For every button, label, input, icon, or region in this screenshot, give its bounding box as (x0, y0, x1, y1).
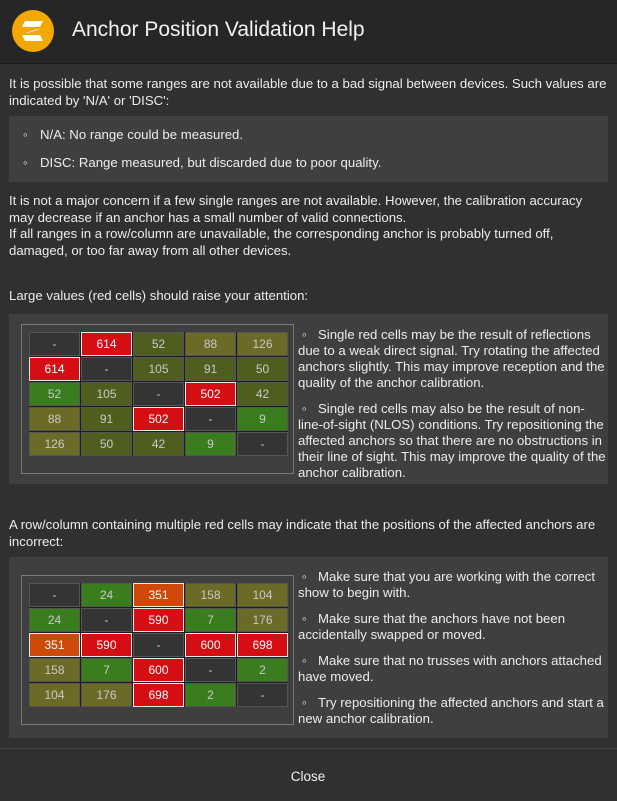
matrix-cell: 176 (81, 683, 132, 707)
matrix-cell: 42 (133, 432, 184, 456)
matrix-cell: - (29, 332, 80, 356)
bullet-icon: ◦ (302, 401, 307, 416)
matrix-cell: 351 (133, 583, 184, 607)
note-unavailable: If all ranges in a row/column are unavailable, the corresponding anchor is probably turned off, damaged, or too far away from all other devices. (9, 226, 554, 258)
matrix-cell: 91 (81, 407, 132, 431)
matrix-cell: 105 (133, 357, 184, 381)
bullet-icon: ◦ (23, 155, 28, 170)
bullet-icon: ◦ (23, 127, 28, 142)
matrix-cell: 9 (237, 407, 288, 431)
matrix-cell: 600 (185, 633, 236, 657)
matrix-cell: - (29, 583, 80, 607)
matrix-cell: 502 (185, 382, 236, 406)
bullet-icon: ◦ (302, 653, 307, 668)
matrix-cell: - (133, 382, 184, 406)
bullet-icon: ◦ (302, 611, 307, 626)
matrix-cell: - (237, 683, 288, 707)
matrix-cell: 502 (133, 407, 184, 431)
bullet-icon: ◦ (302, 695, 307, 710)
note-accuracy: It is not a major concern if a few single ranges are not available. However, the calibration accuracy may decrease if an anchor has a small number of valid connections. (9, 193, 583, 225)
range-matrix-2 (21, 575, 294, 725)
bullet-icon: ◦ (302, 327, 307, 342)
matrix-cell: 351 (29, 633, 80, 657)
matrix-cell: 2 (237, 658, 288, 682)
matrix-cell: - (133, 633, 184, 657)
section2-tips (298, 569, 608, 737)
section1-panel (9, 314, 608, 484)
legend-panel (9, 116, 608, 182)
matrix-cell: 698 (237, 633, 288, 657)
matrix-cell: 590 (133, 608, 184, 632)
matrix-cell: 9 (185, 432, 236, 456)
matrix-cell: 698 (133, 683, 184, 707)
matrix-cell: - (237, 432, 288, 456)
matrix-cell: 158 (29, 658, 80, 682)
matrix-cell: 105 (81, 382, 132, 406)
dialog-title: Anchor Position Validation Help (72, 18, 365, 41)
matrix-cell: 614 (29, 357, 80, 381)
matrix-cell: - (185, 658, 236, 682)
section1-heading: Large values (red cells) should raise your attention: (9, 288, 309, 303)
matrix-cell: 126 (237, 332, 288, 356)
tip-item: ◦ Single red cells may also be the result of non-line-of-sight (NLOS) conditions. Try repositioning the affected anchors so that there are no obstructions in their line of sight. This may improve the quality of the anchor calibration. (298, 401, 606, 480)
matrix-cell: 24 (81, 583, 132, 607)
matrix-cell: 7 (185, 608, 236, 632)
matrix-cell: 50 (81, 432, 132, 456)
matrix-cell: 24 (29, 608, 80, 632)
tip-item: ◦ Single red cells may be the result of reflections due to a weak direct signal. Try rotating the affected anchors slightly. This may improve reception and the quality of the anchor calibration. (298, 327, 605, 390)
section2-heading: A row/column containing multiple red cells may indicate that the positions of the affected anchors are incorrect: (9, 517, 596, 549)
matrix-cell: 88 (29, 407, 80, 431)
matrix-cell: 50 (237, 357, 288, 381)
matrix-cell: 2 (185, 683, 236, 707)
tip-item: ◦ Try repositioning the affected anchors and start a new anchor calibration. (298, 695, 604, 726)
tip-item: ◦ Make sure that the anchors have not been accidentally swapped or moved. (298, 611, 566, 642)
range-matrix-1 (21, 324, 294, 474)
matrix-cell: 104 (29, 683, 80, 707)
range-grid (29, 583, 288, 707)
matrix-cell: 126 (29, 432, 80, 456)
matrix-cell: 600 (133, 658, 184, 682)
matrix-cell: 7 (81, 658, 132, 682)
legend-item: ◦ DISC: Range measured, but discarded due to poor quality. (23, 155, 382, 170)
close-button[interactable]: Close (290, 769, 326, 784)
matrix-cell: 158 (185, 583, 236, 607)
matrix-cell: 91 (185, 357, 236, 381)
bullet-icon: ◦ (302, 569, 307, 584)
matrix-cell: 614 (81, 332, 132, 356)
legend-item: ◦ N/A: No range could be measured. (23, 127, 244, 142)
app-logo-icon (12, 10, 54, 52)
matrix-cell: 88 (185, 332, 236, 356)
matrix-cell: - (185, 407, 236, 431)
matrix-cell: - (81, 357, 132, 381)
matrix-cell: 52 (133, 332, 184, 356)
dialog-header (0, 0, 617, 64)
matrix-cell: 52 (29, 382, 80, 406)
matrix-cell: 104 (237, 583, 288, 607)
range-grid (29, 332, 288, 456)
matrix-cell: 42 (237, 382, 288, 406)
section1-tips (298, 327, 608, 491)
section2-panel (9, 557, 608, 738)
matrix-cell: - (81, 608, 132, 632)
intro-text: It is possible that some ranges are not available due to a bad signal between devices. Such values are indicated by 'N/A' or 'DISC': (9, 76, 607, 108)
matrix-cell: 590 (81, 633, 132, 657)
tip-item: ◦ Make sure that no trusses with anchors attached have moved. (298, 653, 602, 684)
matrix-cell: 176 (237, 608, 288, 632)
dialog-footer (0, 748, 617, 801)
tip-item: ◦ Make sure that you are working with the correct show to begin with. (298, 569, 596, 600)
